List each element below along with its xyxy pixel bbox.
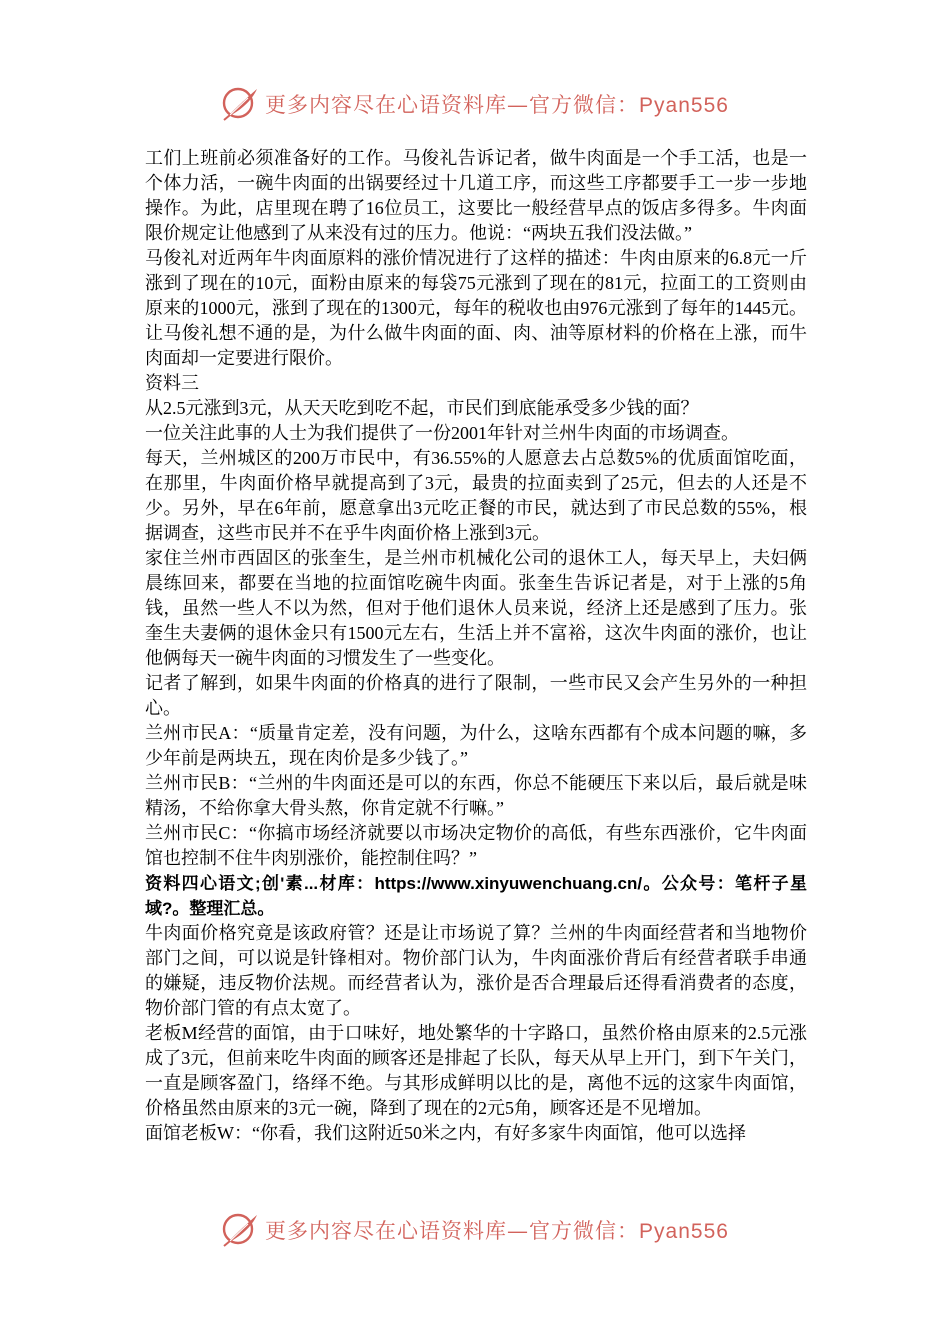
paragraph: 记者了解到，如果牛肉面的价格真的进行了限制，一些市民又会产生另外的一种担心。 xyxy=(145,673,807,718)
paragraph: 牛肉面价格究竟是该政府管？还是让市场说了算？兰州的牛肉面经营者和当地物价部门之间，可以说是针锋相对。物价部门认为，牛肉面涨价背后有经营者联手串通的嫌疑，违反物价法规。而经营者认为，涨价是否合理最后还得看消费者的态度，物价部门管的有点太宽了。 xyxy=(145,923,807,1018)
paragraph: 从2.5元涨到3元，从天天吃到吃不起，市民们到底能承受多少钱的面？ xyxy=(145,398,699,418)
paragraph: 面馆老板W：“你看，我们这附近50米之内，有好多家牛肉面馆，他可以选择 xyxy=(145,1123,746,1143)
paragraph: 老板M经营的面馆，由于口味好，地处繁华的十字路口，虽然价格由原来的2.5元涨成了3元，但前来吃牛肉面的顾客还是排起了长队，每天从早上开门，到下午关门，一直是顾客盈门，络绎不绝。与其形成鲜明以比的是，离他不远的这家牛肉面馆，价格虽然由原来的3元一碗，降到了现在的2元5角，顾客还是不见增加。 xyxy=(145,1023,807,1118)
footer-banner xyxy=(0,1208,950,1252)
body-text xyxy=(145,146,807,1146)
paragraph: 兰州市民A：“质量肯定差，没有问题，为什么，这啥东西都有个成本问题的嘛，多少年前是两块五，现在肉价是多少钱了。” xyxy=(145,723,807,768)
paragraph: 一位关注此事的人士为我们提供了一份2001年针对兰州牛肉面的市场调查。 xyxy=(145,423,739,443)
paragraph: 家住兰州市西固区的张奎生，是兰州市机械化公司的退休工人，每天早上，夫妇俩晨练回来，都要在当地的拉面馆吃碗牛肉面。张奎生告诉记者是，对于上涨的5角钱，虽然一些人不以为然，但对于他们退休人员来说，经济上还是感到了压力。张奎生夫妻俩的退休金只有1500元左右，生活上并不富裕，这次牛肉面的涨价，也让他俩每天一碗牛肉面的习惯发生了一些变化。 xyxy=(145,548,807,668)
header-banner-text: 更多内容尽在心语资料库—官方微信：Pyan556 xyxy=(265,93,729,117)
footer-banner-text: 更多内容尽在心语资料库—官方微信：Pyan556 xyxy=(265,1219,729,1243)
paragraph: 马俊礼对近两年牛肉面原料的涨价情况进行了这样的描述：牛肉由原来的6.8元一斤涨到了现在的10元，面粉由原来的每袋75元涨到了现在的81元，拉面工的工资则由原来的1000元，涨到了现在的1300元，每年的税收也由976元涨到了每年的1445元。让马俊礼想不通的是，为什么做牛肉面的面、肉、油等原材料的价格在上涨，而牛肉面却一定要进行限价。 xyxy=(145,248,807,368)
section-heading: 资料三 xyxy=(145,373,199,393)
paragraph: 每天，兰州城区的200万市民中，有36.55%的人愿意去占总数5%的优质面馆吃面，在那里，牛肉面价格早就提高到了3元，最贵的拉面卖到了25元，但去的人还是不少。另外，早在6年前，愿意拿出3元吃正餐的市民，就达到了市民总数的55%，根据调查，这些市民并不在乎牛肉面价格上涨到3元。 xyxy=(145,448,807,543)
quill-pen-logo-icon xyxy=(221,84,261,124)
paragraph: 兰州市民C：“你搞市场经济就要以市场决定物价的高低，有些东西涨价，它牛肉面馆也控制不住牛肉别涨价，能控制住吗？” xyxy=(145,823,807,868)
quill-pen-logo-icon xyxy=(221,1210,261,1250)
source-note: 资料四心语文;创'素...材库：https://www.xinyuwenchuang.cn/。公众号：笔杆子星域?。整理汇总。 xyxy=(145,874,807,918)
paragraph: 兰州市民B：“兰州的牛肉面还是可以的东西，你总不能硬压下来以后，最后就是味精汤，不给你拿大骨头熬，你肯定就不行嘛。” xyxy=(145,773,807,818)
header-banner xyxy=(0,82,950,126)
paragraph: 工们上班前必须准备好的工作。马俊礼告诉记者，做牛肉面是一个手工活，也是一个体力活，一碗牛肉面的出锅要经过十几道工序，而这些工序都要手工一步一步地操作。为此，店里现在聘了16位员工，这要比一般经营早点的饭店多得多。牛肉面限价规定让他感到了从来没有过的压力。他说：“两块五我们没法做。” xyxy=(145,148,807,243)
